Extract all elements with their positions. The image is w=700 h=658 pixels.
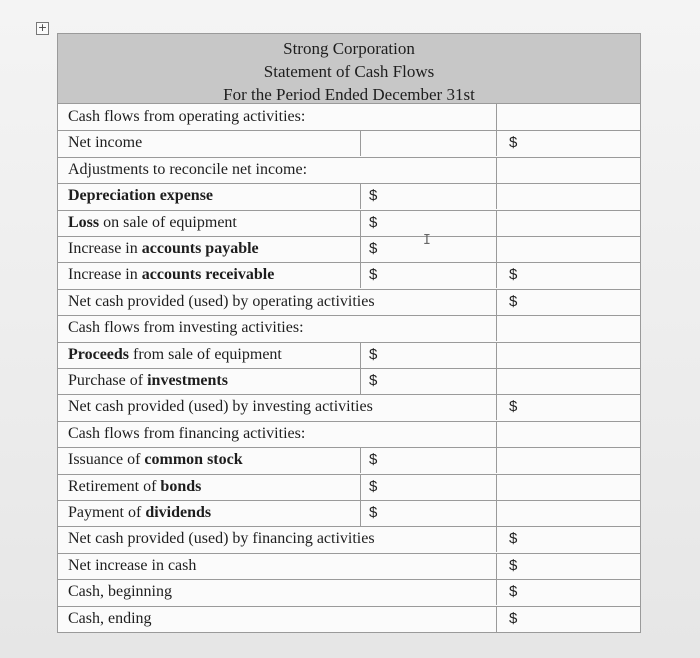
amount-input-cell[interactable] <box>360 183 497 209</box>
row-label-cell <box>58 394 373 420</box>
row-label-part: dividends <box>145 504 212 521</box>
row-label-part: Loss <box>68 213 100 231</box>
amount-input-cell[interactable] <box>360 210 497 236</box>
amount-input-cell[interactable] <box>360 474 497 500</box>
amount-input-cell[interactable] <box>360 262 497 288</box>
row-label <box>68 582 172 602</box>
currency-symbol: $ <box>369 345 378 363</box>
cash-flow-statement-table <box>57 33 641 633</box>
table-row <box>58 236 640 263</box>
total-input-cell[interactable] <box>496 130 641 156</box>
row-label <box>68 477 201 497</box>
amount-input-cell <box>360 157 496 183</box>
row-label-part: Increase in <box>68 266 142 284</box>
table-row <box>58 421 640 448</box>
currency-symbol: $ <box>369 372 378 389</box>
statement-header <box>58 34 640 104</box>
row-label-cell <box>58 262 360 288</box>
total-input-cell[interactable] <box>496 394 641 420</box>
amount-input-cell <box>360 104 496 130</box>
row-label-part: Payment of <box>68 504 146 521</box>
row-label-part: Cash, beginning <box>68 583 172 601</box>
table-row <box>58 526 640 553</box>
row-label-part: accounts payable <box>141 240 259 257</box>
row-label-cell <box>58 553 360 579</box>
row-label-cell <box>58 500 360 526</box>
total-input-cell[interactable] <box>496 368 641 394</box>
amount-input-cell <box>360 579 496 605</box>
row-label-part: Adjustments to reconcile net income: <box>68 160 308 178</box>
row-label-part: Net cash provided (used) by operating activities <box>68 292 375 310</box>
company-name: Strong Corporation <box>283 39 415 58</box>
row-label-part: accounts receivable <box>141 266 275 284</box>
amount-input-cell <box>360 394 496 420</box>
row-label <box>68 318 304 338</box>
row-label <box>68 213 237 233</box>
row-label <box>68 107 305 127</box>
total-input-cell[interactable] <box>496 474 641 500</box>
row-label <box>68 424 305 444</box>
row-label-part: Retirement of <box>68 477 161 495</box>
row-label-part: Net cash provided (used) by financing activities <box>68 530 375 548</box>
row-label-cell <box>58 183 360 209</box>
currency-symbol: $ <box>509 530 518 548</box>
row-label <box>68 265 274 285</box>
table-row <box>58 447 640 474</box>
amount-input-cell <box>360 553 496 579</box>
currency-symbol: $ <box>369 266 378 284</box>
row-label <box>68 503 211 523</box>
amount-input-cell <box>360 606 496 632</box>
currency-symbol: $ <box>369 213 378 231</box>
table-row <box>58 553 640 580</box>
text-cursor-icon: I <box>423 233 431 248</box>
row-label-part: Increase in <box>68 240 142 257</box>
row-label <box>68 450 243 470</box>
table-row <box>58 368 640 395</box>
row-label-cell <box>58 130 360 156</box>
total-input-cell[interactable] <box>496 342 641 368</box>
currency-symbol: $ <box>369 477 378 495</box>
row-label-cell <box>58 236 360 262</box>
currency-symbol: $ <box>509 609 518 627</box>
currency-symbol: $ <box>369 240 378 257</box>
row-label <box>68 371 228 391</box>
total-input-cell[interactable] <box>496 553 641 579</box>
table-row <box>58 104 640 131</box>
amount-input-cell[interactable] <box>360 342 497 368</box>
row-label <box>68 160 307 180</box>
total-input-cell[interactable] <box>496 606 641 632</box>
row-label-part: from sale of equipment <box>129 345 282 363</box>
row-label-part: investments <box>147 372 228 389</box>
table-row <box>58 394 640 421</box>
currency-symbol: $ <box>509 398 518 416</box>
total-input-cell[interactable] <box>496 421 641 447</box>
row-label-part: Net cash provided (used) by investing activities <box>68 398 373 416</box>
table-row <box>58 289 640 316</box>
row-label <box>68 556 196 576</box>
total-input-cell[interactable] <box>496 157 641 183</box>
row-label <box>68 239 259 259</box>
currency-symbol: $ <box>509 266 518 284</box>
amount-input-cell <box>360 315 496 341</box>
amount-input-cell[interactable] <box>360 500 497 526</box>
table-row <box>58 130 640 157</box>
expand-toggle-icon[interactable]: + <box>37 21 48 34</box>
total-input-cell[interactable] <box>496 289 641 315</box>
currency-symbol: $ <box>509 292 518 310</box>
row-label <box>68 133 142 153</box>
row-label <box>68 186 213 206</box>
row-label-cell <box>58 157 360 183</box>
row-label <box>68 529 375 549</box>
row-label-part: bonds <box>160 477 202 495</box>
row-label-cell <box>58 606 360 632</box>
statement-title: Statement of Cash Flows <box>263 62 435 81</box>
row-label-part: Depreciation expense <box>68 187 214 205</box>
row-label-cell <box>58 447 360 473</box>
row-label-cell <box>58 315 360 341</box>
table-row <box>58 474 640 501</box>
row-label-part: Net increase in cash <box>68 556 197 574</box>
row-label-part: Issuance of <box>68 451 145 469</box>
currency-symbol: $ <box>369 451 378 469</box>
total-input-cell[interactable] <box>496 315 641 341</box>
table-row <box>58 183 640 210</box>
row-label-part: Proceeds <box>68 345 130 363</box>
total-input-cell[interactable] <box>496 104 641 130</box>
total-input-cell[interactable] <box>496 210 641 236</box>
table-row <box>58 342 640 369</box>
table-row <box>58 262 640 289</box>
row-label-part: Purchase of <box>68 372 148 389</box>
amount-input-cell[interactable] <box>360 130 497 156</box>
statement-period: For the Period Ended December 31st <box>223 85 475 104</box>
row-label-part: Net income <box>68 134 143 152</box>
total-input-cell[interactable] <box>496 579 641 605</box>
row-label-part: on sale of equipment <box>99 213 237 231</box>
row-label-cell <box>58 104 360 130</box>
amount-input-cell <box>360 289 496 315</box>
total-input-cell[interactable] <box>496 447 641 473</box>
total-input-cell[interactable] <box>496 526 641 552</box>
row-label-part: Cash flows from investing activities: <box>68 319 304 337</box>
currency-symbol: $ <box>369 504 378 521</box>
row-label-part: Cash, ending <box>68 609 152 627</box>
table-row <box>58 157 640 184</box>
table-row <box>58 315 640 342</box>
table-row <box>58 606 640 633</box>
amount-input-cell[interactable] <box>360 447 497 473</box>
row-label <box>68 609 152 629</box>
row-label-part: Cash flows from financing activities: <box>68 424 306 442</box>
total-input-cell[interactable] <box>496 262 641 288</box>
amount-input-cell <box>360 526 496 552</box>
row-label <box>68 345 282 365</box>
table-row <box>58 579 640 606</box>
row-label-cell <box>58 579 360 605</box>
row-label <box>68 397 373 417</box>
row-label-cell <box>58 210 360 236</box>
row-label <box>68 292 375 312</box>
currency-symbol: $ <box>509 556 518 574</box>
row-label-part: Cash flows from operating activities: <box>68 108 306 125</box>
row-label-part: common stock <box>144 451 243 469</box>
row-label-cell <box>58 342 360 368</box>
row-label-cell <box>58 368 360 394</box>
table-row <box>58 500 640 527</box>
amount-input-cell <box>360 421 496 447</box>
currency-symbol: $ <box>509 583 518 601</box>
currency-symbol: $ <box>509 134 518 152</box>
currency-symbol: $ <box>369 187 378 205</box>
row-label-cell <box>58 474 360 500</box>
row-label-cell <box>58 289 375 315</box>
total-input-cell[interactable] <box>496 183 641 209</box>
total-input-cell[interactable] <box>496 500 641 526</box>
row-label-cell <box>58 526 375 552</box>
table-row <box>58 210 640 237</box>
amount-input-cell[interactable] <box>360 368 497 394</box>
total-input-cell[interactable] <box>496 236 641 262</box>
row-label-cell <box>58 421 360 447</box>
